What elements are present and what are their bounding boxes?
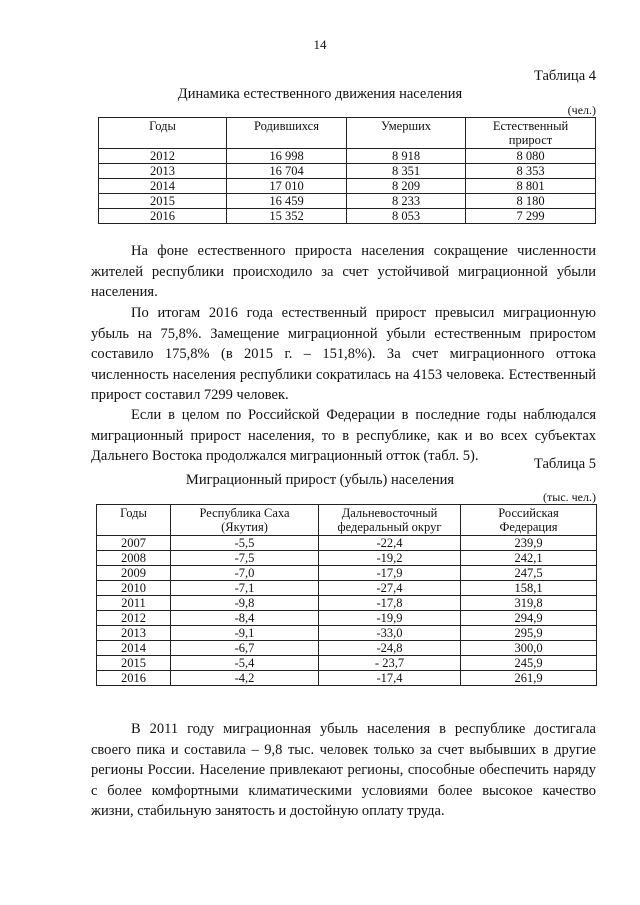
table-cell: -33,0 xyxy=(319,626,461,641)
table-row xyxy=(97,671,597,686)
table-cell: -8,4 xyxy=(171,611,319,626)
table-cell: 2012 xyxy=(99,149,227,164)
table-row xyxy=(97,641,597,656)
table-cell: 15 352 xyxy=(227,209,347,224)
table-row xyxy=(97,566,597,581)
table-cell: 8 053 xyxy=(347,209,466,224)
paragraph-1: На фоне естественного прироста населения сокращение численности жителей республики происходило за счет устойчивой миграционной убыли населения. xyxy=(91,243,596,300)
table-row xyxy=(97,626,597,641)
table-cell: -22,4 xyxy=(319,536,461,551)
paragraph-2: По итогам 2016 года естественный прирост превысил миграционную убыль на 75,8%. Замещение миграционной убыли естественным приростом составило 175,8% (в 2015 г. – 151,8%). За счет миграционного оттока численность населения республики сократилась на 4153 человека. Естественный прирост составил 7299 человек. xyxy=(91,305,596,403)
table-cell: 8 233 xyxy=(347,194,466,209)
table-cell: 2016 xyxy=(97,671,171,686)
paragraph-3: Если в целом по Российской Федерации в последние годы наблюдался миграционный прирост населения, то в республике, как и во всех субъектах Дальнего Востока продолжался миграционный отток (табл. 5). xyxy=(91,407,596,464)
table-cell: -6,7 xyxy=(171,641,319,656)
table-cell: 242,1 xyxy=(461,551,597,566)
table-cell: 261,9 xyxy=(461,671,597,686)
table-cell: 17 010 xyxy=(227,179,347,194)
table-cell: -24,8 xyxy=(319,641,461,656)
table-cell: -9,1 xyxy=(171,626,319,641)
table-cell: -7,5 xyxy=(171,551,319,566)
table-cell: 8 918 xyxy=(347,149,466,164)
table-cell: 239,9 xyxy=(461,536,597,551)
table-cell: 2007 xyxy=(97,536,171,551)
table-row xyxy=(97,611,597,626)
table5-label: Таблица 5 xyxy=(533,456,596,472)
table-cell: 16 459 xyxy=(227,194,347,209)
table-cell: 2016 xyxy=(99,209,227,224)
table-cell: - 23,7 xyxy=(319,656,461,671)
table5 xyxy=(96,504,597,686)
table-cell: -5,5 xyxy=(171,536,319,551)
table-cell: -17,9 xyxy=(319,566,461,581)
table-cell: 16 998 xyxy=(227,149,347,164)
table-row xyxy=(99,164,596,179)
table-cell: -17,8 xyxy=(319,596,461,611)
table-row xyxy=(97,656,597,671)
table-row xyxy=(97,551,597,566)
table-cell: -19,2 xyxy=(319,551,461,566)
table-cell: 8 351 xyxy=(347,164,466,179)
table-cell: 2011 xyxy=(97,596,171,611)
table-cell: 2015 xyxy=(97,656,171,671)
table-cell: 2009 xyxy=(97,566,171,581)
table4-header-cell: Годы xyxy=(99,118,227,149)
table5-header-cell: Республика Саха (Якутия) xyxy=(171,505,319,536)
table-cell: 295,9 xyxy=(461,626,597,641)
table-cell: 8 801 xyxy=(466,179,596,194)
table-cell: -17,4 xyxy=(319,671,461,686)
table-cell: 16 704 xyxy=(227,164,347,179)
paragraph-4: В 2011 году миграционная убыль населения в республике достигала своего пика и составила – 9,8 тыс. человек только за счет выбывших в другие регионы России. Население привлекают регионы, способные обеспечить наряду с более комфортными климатическими условиями более высокое качество жизни, стабильную занятость и достойную оплату труда. xyxy=(91,721,596,819)
table-cell: 2014 xyxy=(97,641,171,656)
table5-title: Миграционный прирост (убыль) населения xyxy=(185,472,455,488)
table-cell: -9,8 xyxy=(171,596,319,611)
table-cell: -7,1 xyxy=(171,581,319,596)
table5-header-row xyxy=(97,505,597,536)
table-row xyxy=(99,209,596,224)
table4-header-row xyxy=(99,118,596,149)
table-row xyxy=(99,194,596,209)
table5-unit: (тыс. чел.) xyxy=(543,490,596,504)
table4 xyxy=(98,117,596,224)
table-cell: 2013 xyxy=(99,164,227,179)
table-row xyxy=(97,581,597,596)
table-row xyxy=(97,596,597,611)
table-cell: 247,5 xyxy=(461,566,597,581)
table4-title: Динамика естественного движения населения xyxy=(177,86,463,102)
table5-header-cell: Российская Федерация xyxy=(461,505,597,536)
table-cell: 2014 xyxy=(99,179,227,194)
table-cell: 2012 xyxy=(97,611,171,626)
table-row xyxy=(99,149,596,164)
table-cell: -4,2 xyxy=(171,671,319,686)
table4-header-cell: Умерших xyxy=(347,118,466,149)
table-cell: 245,9 xyxy=(461,656,597,671)
table5-header-cell: Дальневосточный федеральный округ xyxy=(319,505,461,536)
table-cell: 294,9 xyxy=(461,611,597,626)
table-cell: 158,1 xyxy=(461,581,597,596)
table-cell: 8 080 xyxy=(466,149,596,164)
table-row xyxy=(99,179,596,194)
table-cell: 2013 xyxy=(97,626,171,641)
table4-header-cell: Родившихся xyxy=(227,118,347,149)
table5-header-cell: Годы xyxy=(97,505,171,536)
table4-label: Таблица 4 xyxy=(533,68,596,84)
table-cell: 2010 xyxy=(97,581,171,596)
table-cell: 2015 xyxy=(99,194,227,209)
table-row xyxy=(97,536,597,551)
table-cell: 2008 xyxy=(97,551,171,566)
table-cell: 8 180 xyxy=(466,194,596,209)
table-cell: 300,0 xyxy=(461,641,597,656)
table-cell: -27,4 xyxy=(319,581,461,596)
table4-header-cell: Естественный прирост xyxy=(466,118,596,149)
table-cell: -5,4 xyxy=(171,656,319,671)
page-number: 14 xyxy=(313,37,327,52)
table-cell: 8 353 xyxy=(466,164,596,179)
table-cell: 7 299 xyxy=(466,209,596,224)
table-cell: 8 209 xyxy=(347,179,466,194)
table-cell: 319,8 xyxy=(461,596,597,611)
table-cell: -19,9 xyxy=(319,611,461,626)
table4-unit: (чел.) xyxy=(567,103,596,117)
table-cell: -7,0 xyxy=(171,566,319,581)
